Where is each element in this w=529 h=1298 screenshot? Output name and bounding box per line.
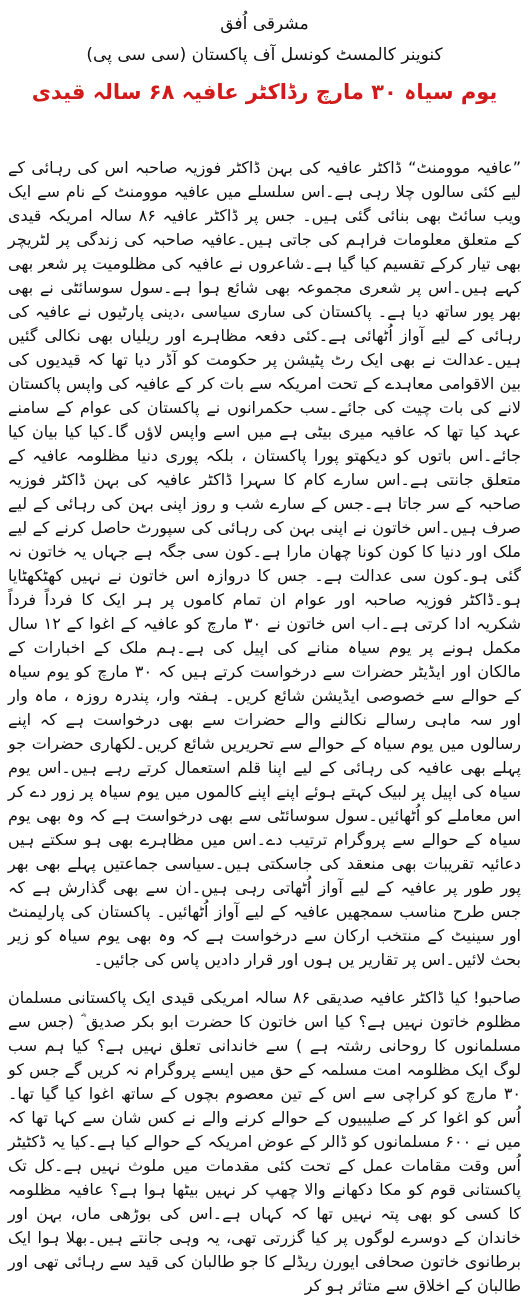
article-paragraph: صاحبو! کیا ڈاکٹر عافیہ صدیقی ۸۶ سالہ امریکی قیدی ایک پاکستانی مسلمان مظلوم خاتون نہیں ہے؟ کیا اس خاتون کا حضرت ابو بکر صدیق ؓ (جس سے مسلمانوں کا روحانی رشتہ ہے ) سے خاندانی تعلق نہیں ہے؟ کیا ہم سب لوگ ایک مظلومہ امت مسلمہ کے حق میں ایسے پروگرام نہ کریں گے جس کو ۳۰ مارچ کو کراچی سے اس کے تین معصوم بچوں کے ساتھ اغوا کیا گیا تھا۔اُس کو اغوا کر کے صلیبیوں کے حوالے کرنے والے نے کس شان سے کہا تھا کہ میں نے ۶۰۰ مسلمانوں کو ڈالر کے عوض امریکہ کے حوالے کیا ہے۔کیا یہ ڈکٹیٹر اُس وقت مقامات عمل کے تحت کئی مقدمات میں ملوث نہیں ہے۔کل تک پاکستانی قوم کو مکا دکھانے والا چھپ کر نہیں بیٹھا ہوا ہے؟ عافیہ مظلومہ کا کسی کو بھی پتہ نہیں تھا کہ کہاں ہے۔اس کی بوڑھی ماں، بہن اور خاندان کے دوسرے لوگوں پر کیا گزرتی تھی، یہ وہی جانتے ہیں۔بھلا ہوا ایک برطانوی خاتون صحافی ایورن ریڈلے کا جو طالبان کی قید سے رہائی تھی اور طالبان کے اخلاق سے متاثر ہو کر — [8, 988, 522, 1295]
article-title: یوم سیاہ ۳۰ مارچ رڈاکٹر عافیہ ۶۸ سالہ قیدی — [31, 80, 498, 104]
article-body — [8, 156, 521, 1298]
author-organization: کنوینر کالمسٹ کونسل آف پاکستان (سی سی پی) — [86, 45, 443, 65]
source-name: مشرقی اُفق — [220, 14, 309, 34]
article-paragraph: ”عافیہ موومنٹ“ ڈاکٹر عافیہ کی بہن ڈاکٹر فوزیہ صاحبہ اس کی رہائی کے لیے کئی سالوں چلا رہی ہے۔اس سلسلے میں عافیہ موومنٹ کے نام سے ایک ویب سائٹ بھی بنائی گئی ہیں۔ جس پر ڈاکٹر عافیہ ۸۶ سالہ امریکہ قیدی کے متعلق معلومات فراہم کی جاتی ہیں۔عافیہ صاحبہ کی زندگی پر لٹریچر بھی تیار کرکے تقسیم کیا گیا ہے۔شاعروں نے عافیہ کی مظلومیت پر شعر بھی کہے ہیں۔اس پر شعری مجموعہ بھی شائع ہوا ہے۔سول سوسائٹی نے بھی بھر پور ساتھ دیا ہے۔ پاکستان کی ساری سیاسی ،دینی پارٹیوں نے عافیہ کی رہائی کے لیے آواز اُٹھائی ہے۔کئی دفعہ مظاہرے اور ریلیاں بھی نکالی گئیں ہیں۔عدالت نے بھی ایک رٹ پٹیشن پر حکومت کو آڈر دیا تھا کہ قیدیوں کی بین الاقوامی معاہدے کے تحت امریکہ سے بات کر کے عافیہ کی واپس پاکستان لانے کی بات چیت کی جائے۔سب حکمرانوں نے پاکستان کی عوام کے سامنے عہد کیا تھا کہ عافیہ میری بیٹی ہے میں اسے واپس لاؤں گا۔کیا کیا بیان کیا جائے۔اس باتوں کو دیکھتو پورا پاکستان ، بلکہ پوری دنیا مظلومہ عافیہ کے متعلق جانتی ہے۔اس سارے کام کا سہرا ڈاکٹر عافیہ کی بہن ڈاکٹر فوزیہ صاحبہ کے سر جاتا ہے۔جس کے سارے شب و روز اپنی بہن کی رہائی کے لیے صرف ہیں۔اس خاتون نے اپنی بہن کی رہائی کی سپورٹ حاصل کرنے کے لیے ملک اور دنیا کا کون کونا چھان مارا ہے۔کون سی جگہ ہے جہاں یہ خاتون نہ گئی ہو۔کون سی عدالت ہے۔ جس کا دروازہ اس خاتون نے نہیں کھٹکھٹایا ہو۔ڈاکٹر فوزیہ صاحبہ اور عوام ان تمام کاموں پر ہر ایک کا فرداً فرداً شکریہ ادا کرتی ہے۔اب اس خاتون نے ۳۰ مارچ کو عافیہ کے اغوا کے ۱۲ سال مکمل ہونے پر یوم سیاہ منانے کی اپیل کی ہے۔ہم ملک کے اخبارات کے مالکان اور ایڈیٹر حضرات سے درخواست کرتے ہیں کہ ۳۰ مارچ کو یوم سیاہ کے حوالے سے خصوصی ایڈیشن شائع کریں۔ ہفتہ وار، پندرہ روزہ ، ماہ وار اور سہ ماہی رسالے نکالنے والے حضرات سے بھی درخواست ہے کہ اپنے رسالوں میں یوم سیاہ کے حوالے سے تحریریں شائع کریں۔لکھاری حضرات جو پہلے بھی عافیہ کی رہائی کے لیے اپنا قلم استعمال کرتے رہے ہیں۔اس یوم سیاہ کی اپیل پر لبیک کہتے ہوئے اپنے اپنے کالموں میں یوم سیاہ پر زور دے کر اس معاملے کو اُٹھائیں۔سول سوسائٹی سے بھی درخواست ہے کہ وہ بھی یوم سیاہ کے حوالے سے پروگرام ترتیب دے۔اس میں مظاہرے بھی ہو سکتے ہیں دعائیہ تقریبات بھی منعقد کی جاسکتی ہیں۔سیاسی جماعتیں پہلے بھی بھر پور طور پر عافیہ کے لیے آواز اُٹھاتی رہی ہیں۔ان سے بھی گذارش ہے کہ جس طرح مناسب سمجھیں عافیہ کے لیے آواز اُٹھائیں۔ پاکستان کی پارلیمنٹ اور سینیٹ کے منتخب ارکان سے درخواست ہے کہ وہ بھی یوم سیاہ کو زیر بحث لائیں۔اس پر تقاریر یں ہوں اور قرار دادیں پاس کی جائیں۔ — [8, 158, 522, 969]
paragraph-gap — [8, 972, 521, 986]
article-page — [0, 10, 529, 1295]
